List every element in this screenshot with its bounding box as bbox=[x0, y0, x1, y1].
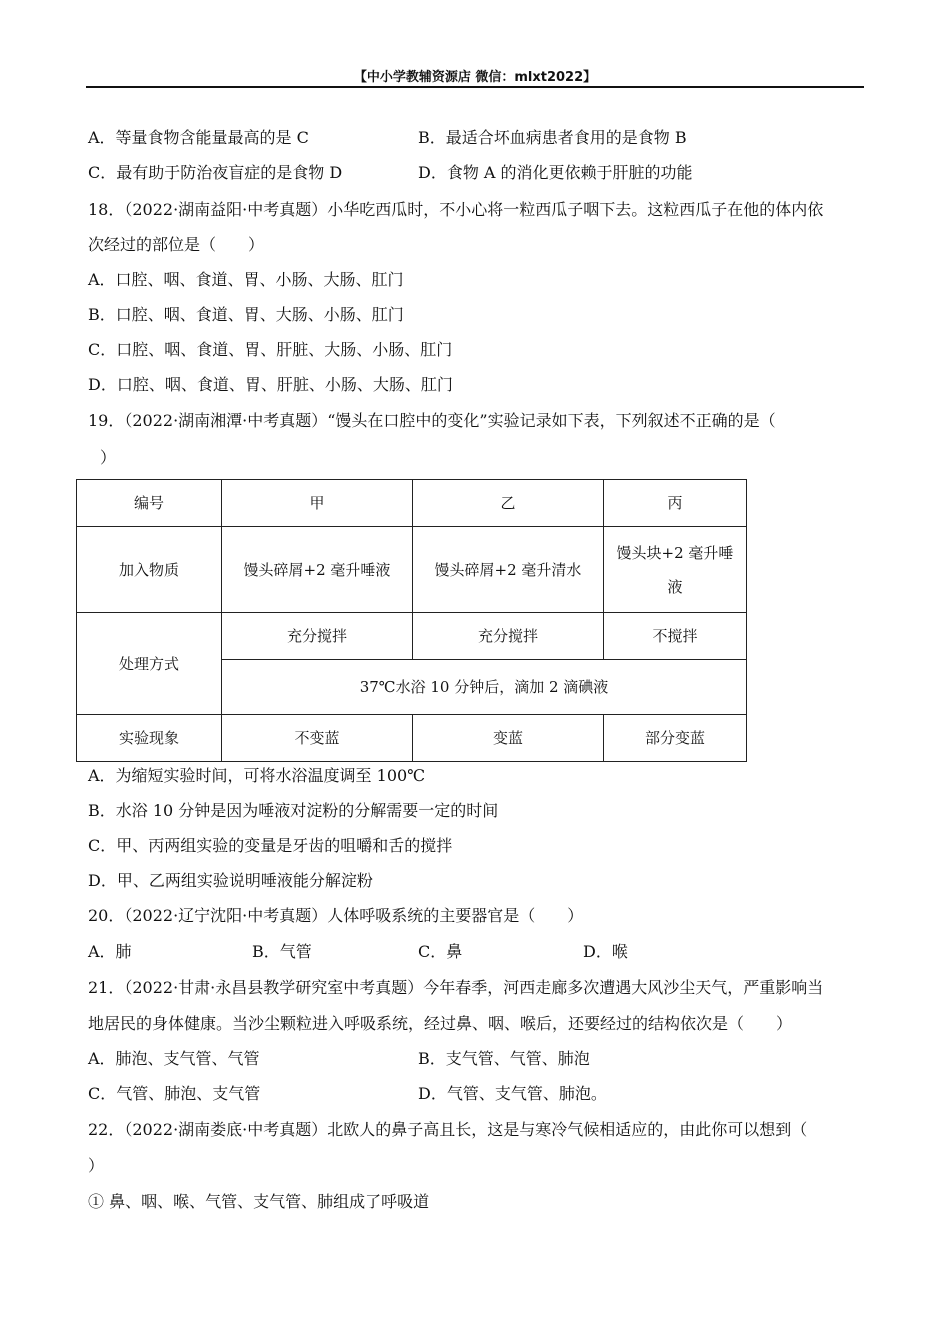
q19-option-a: A．为缩短实验时间，可将水浴温度调至 100℃ bbox=[88, 766, 426, 785]
table-row-result bbox=[77, 715, 747, 762]
q18-stem-line2: 次经过的部位是（ ） bbox=[88, 235, 265, 254]
table-cell: 不变蓝 bbox=[222, 715, 413, 762]
q19-option-b: B．水浴 10 分钟是因为唾液对淀粉的分解需要一定的时间 bbox=[88, 801, 499, 820]
table-cell: 部分变蓝 bbox=[604, 715, 747, 762]
q19-stem-line2: ） bbox=[100, 448, 117, 467]
q21-option-d: D．气管、支气管、肺泡。 bbox=[418, 1084, 607, 1103]
q20-option-c: C．鼻 bbox=[418, 942, 463, 961]
table-cell: 充分搅拌 bbox=[222, 613, 413, 660]
table-cell-merged: 37℃水浴 10 分钟后，滴加 2 滴碘液 bbox=[222, 660, 747, 715]
q17-option-a: A．等量食物含能量最高的是 C bbox=[88, 128, 309, 147]
q17-option-b: B．最适合坏血病患者食用的是食物 B bbox=[418, 128, 687, 147]
q22-stem-line2: ） bbox=[88, 1156, 105, 1175]
q21-option-c: C．气管、肺泡、支气管 bbox=[88, 1084, 261, 1103]
q20-stem: 20．（2022·辽宁沈阳·中考真题）人体呼吸系统的主要器官是（ ） bbox=[88, 906, 584, 925]
q22-stem-line1: 22．（2022·湖南娄底·中考真题）北欧人的鼻子高且长，这是与寒冷气候相适应的，由此你可以想到（ bbox=[88, 1120, 808, 1139]
q18-stem-line1: 18．（2022·湖南益阳·中考真题）小华吃西瓜时，不小心将一粒西瓜子咽下去。这粒西瓜子在他的体内依 bbox=[88, 200, 824, 219]
table-cell: 馒头碎屑+2 毫升清水 bbox=[413, 527, 604, 613]
q18-option-b: B．口腔、咽、食道、胃、大肠、小肠、肛门 bbox=[88, 305, 404, 324]
table-header-cell: 甲 bbox=[222, 480, 413, 527]
experiment-table bbox=[76, 479, 747, 762]
table-cell: 充分搅拌 bbox=[413, 613, 604, 660]
q21-stem-line2: 地居民的身体健康。当沙尘颗粒进入呼吸系统，经过鼻、咽、喉后，还要经过的结构依次是（ ） bbox=[88, 1014, 793, 1033]
q20-option-b: B．气管 bbox=[252, 942, 312, 961]
q19-stem-line1: 19．（2022·湖南湘潭·中考真题）“馒头在口腔中的变化”实验记录如下表，下列叙述不正确的是（ bbox=[88, 411, 776, 430]
table-cell: 变蓝 bbox=[413, 715, 604, 762]
q21-stem-line1: 21．（2022·甘肃·永昌县教学研究室中考真题）今年春季，河西走廊多次遭遇大风沙尘天气，严重影响当 bbox=[88, 978, 824, 997]
header-rule bbox=[86, 86, 864, 88]
table-header-cell: 丙 bbox=[604, 480, 747, 527]
table-header-row bbox=[77, 480, 747, 527]
q21-option-a: A．肺泡、支气管、气管 bbox=[88, 1049, 260, 1068]
q20-option-a: A．肺 bbox=[88, 942, 132, 961]
table-row-label: 加入物质 bbox=[77, 527, 222, 613]
q17-option-d: D．食物 A 的消化更依赖于肝脏的功能 bbox=[418, 163, 693, 182]
table-cell: 馒头块+2 毫升唾液 bbox=[604, 527, 747, 613]
q21-option-b: B．支气管、气管、肺泡 bbox=[418, 1049, 590, 1068]
q18-option-a: A．口腔、咽、食道、胃、小肠、大肠、肛门 bbox=[88, 270, 404, 289]
q19-option-c: C．甲、丙两组实验的变量是牙齿的咀嚼和舌的搅拌 bbox=[88, 836, 453, 855]
table-cell: 不搅拌 bbox=[604, 613, 747, 660]
q20-option-d: D．喉 bbox=[583, 942, 628, 961]
q22-item-1: ① 鼻、咽、喉、气管、支气管、肺组成了呼吸道 bbox=[88, 1192, 430, 1211]
q18-option-d: D．口腔、咽、食道、胃、肝脏、小肠、大肠、肛门 bbox=[88, 375, 453, 394]
q19-option-d: D．甲、乙两组实验说明唾液能分解淀粉 bbox=[88, 871, 373, 890]
table-row-add bbox=[77, 527, 747, 613]
table-row-label: 处理方式 bbox=[77, 613, 222, 715]
page-header: 【中小学教辅资源店 微信：mlxt2022】 bbox=[353, 70, 597, 85]
table-row-treat bbox=[77, 613, 747, 660]
q18-option-c: C．口腔、咽、食道、胃、肝脏、大肠、小肠、肛门 bbox=[88, 340, 453, 359]
q17-option-c: C．最有助于防治夜盲症的是食物 D bbox=[88, 163, 343, 182]
table-cell: 馒头碎屑+2 毫升唾液 bbox=[222, 527, 413, 613]
table-row-label: 实验现象 bbox=[77, 715, 222, 762]
table-header-cell: 乙 bbox=[413, 480, 604, 527]
table-header-cell: 编号 bbox=[77, 480, 222, 527]
